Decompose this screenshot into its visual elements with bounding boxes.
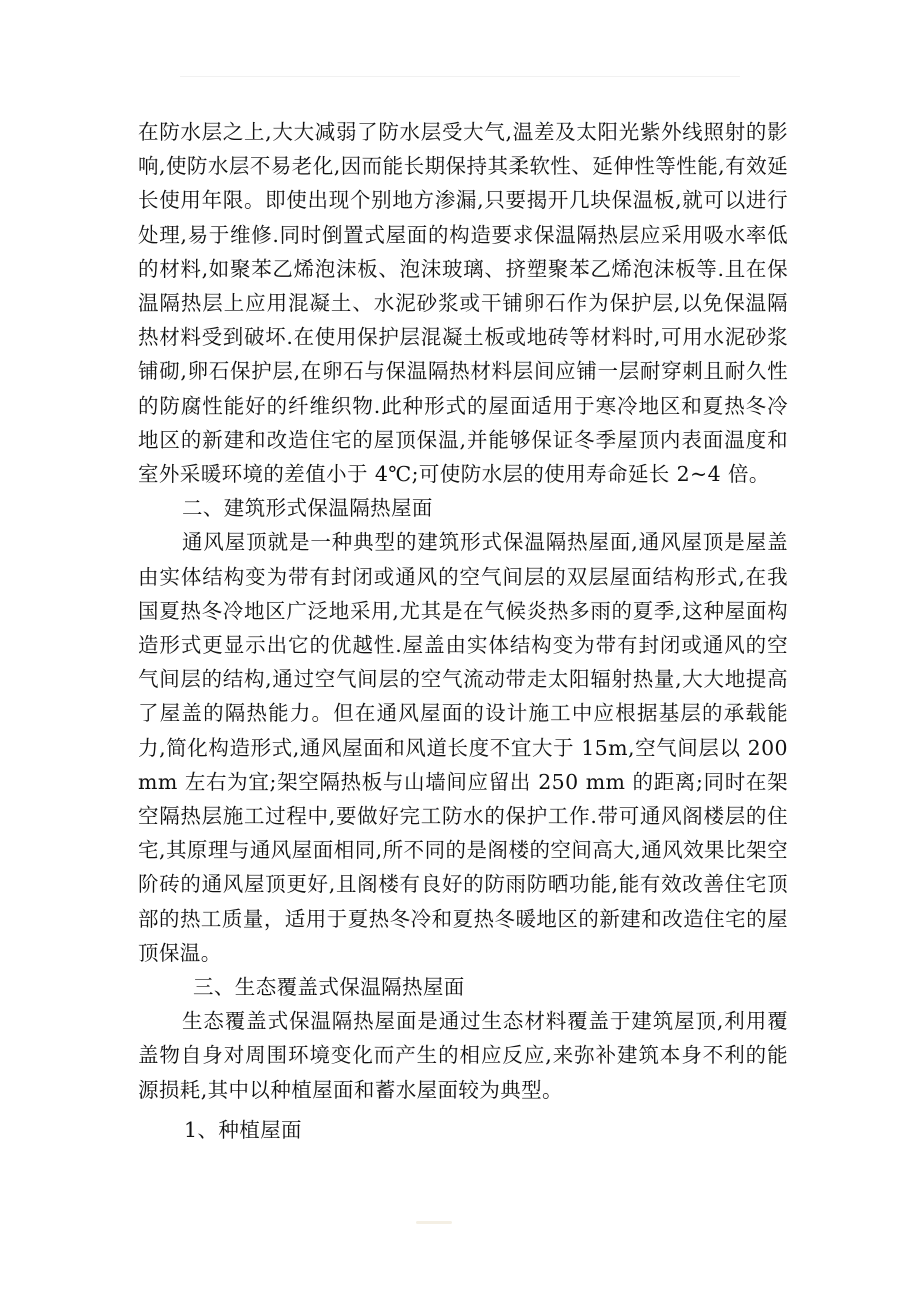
subsection-heading-planted-roof: 1、种植屋面 [184,1117,302,1142]
header-divider [180,76,740,77]
document-body [138,115,788,1147]
footer-mark [416,1221,452,1224]
section-heading-ecological-roof: 三、生态覆盖式保温隔热屋面 [193,975,465,1000]
paragraph-ecological-roof: 生态覆盖式保温隔热屋面是通过生态材料覆盖于建筑屋顶,利用覆盖物自身对周围环境变化而产生的相应反应,来弥补建筑本身不利的能源损耗,其中以种植屋面和蓄水屋面较为典型。 [138,1009,788,1102]
section-heading-architectural-roof: 二、建筑形式保温隔热屋面 [182,496,433,521]
paragraph-inverted-roof-continued: 在防水层之上,大大减弱了防水层受大气,温差及太阳光紫外线照射的影响,使防水层不易老化,因而能长期保持其柔软性、延伸性等性能,有效延长使用年限。即使出现个别地方渗漏,只要揭开几块保温板,就可以进行处理,易于维修.同时倒置式屋面的构造要求保温隔热层应采用吸水率低的材料,如聚苯乙烯泡沫板、泡沫玻璃、挤塑聚苯乙烯泡沫板等.且在保温隔热层上应用混凝土、水泥砂浆或干铺卵石作为保护层,以免保温隔热材料受到破坏.在使用保护层混凝土板或地砖等材料时,可用水泥砂浆铺砌,卵石保护层,在卵石与保温隔热材料层间应铺一层耐穿刺且耐久性的防腐性能好的纤维织物.此种形式的屋面适用于寒冷地区和夏热冬冷地区的新建和改造住宅的屋顶保温,并能够保证冬季屋顶内表面温度和室外采暖环境的差值小于 4℃;可使防水层的使用寿命延长 2~4 倍。 [138,120,788,487]
paragraph-ventilated-roof: 通风屋顶就是一种典型的建筑形式保温隔热屋面,通风屋顶是屋盖由实体结构变为带有封闭或通风的空气间层的双层屋面结构形式,在我国夏热冬冷地区广泛地采用,尤其是在气候炎热多雨的夏季,这种屋面构造形式更显示出它的优越性.屋盖由实体结构变为带有封闭或通风的空气间层的结构,通过空气间层的空气流动带走太阳辐射热量,大大地提高了屋盖的隔热能力。但在通风屋面的设计施工中应根据基层的承载能力,简化构造形式,通风屋面和风道长度不宜大于 15m,空气间层以 200 mm 左右为宜;架空隔热板与山墙间应留出 250 mm 的距离;同时在架空隔热层施工过程中,要做好完工防水的保护工作.带可通风阁楼层的住宅,其原理与通风屋面相同,所不同的是阁楼的空间高大,通风效果比架空阶砖的通风屋顶更好,且阁楼有良好的防雨防晒功能,能有效改善住宅顶部的热工质量，适用于夏热冬冷和夏热冬暖地区的新建和改造住宅的屋顶保温。 [138,530,788,965]
